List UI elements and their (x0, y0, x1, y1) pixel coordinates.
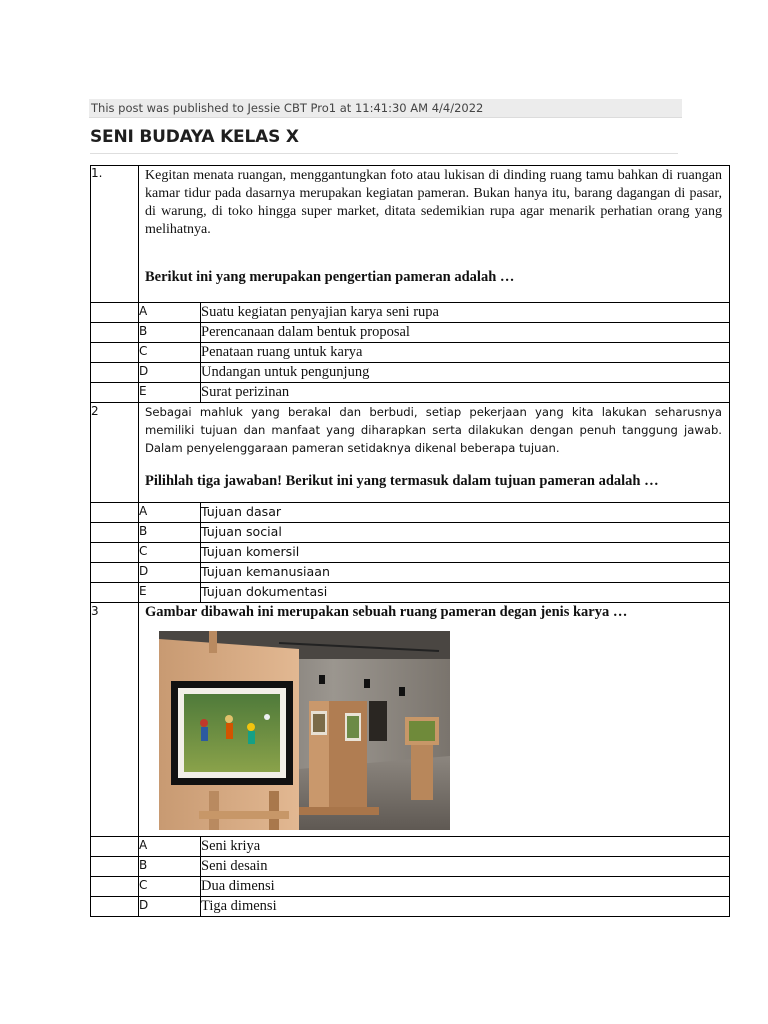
question-number: 3 (91, 603, 139, 837)
option-text[interactable]: Seni desain (201, 857, 730, 877)
question-paragraph: Sebagai mahluk yang berakal dan berbudi, setiap pekerjaan yang kita lakukan seharusnya memiliki tujuan dan manfaat yang diharapkan serta dilakukan dengan penuh tanggung jawab. Dalam penyelenggaraan pameran setidaknya dikenal beberapa tujuan. (145, 405, 722, 455)
question-row (91, 403, 730, 503)
option-row[interactable] (91, 343, 730, 363)
option-spacer (91, 897, 139, 917)
option-row[interactable] (91, 897, 730, 917)
option-row[interactable] (91, 837, 730, 857)
option-spacer (91, 543, 139, 563)
option-text[interactable]: Tujuan dasar (201, 503, 730, 523)
option-spacer (91, 503, 139, 523)
option-text[interactable]: Undangan untuk pengunjung (201, 363, 730, 383)
option-row[interactable] (91, 857, 730, 877)
page-title: SENI BUDAYA KELAS X (90, 127, 678, 154)
exhibition-room-photo (159, 631, 450, 830)
option-letter: C (139, 543, 201, 563)
option-letter: D (139, 363, 201, 383)
option-spacer (91, 877, 139, 897)
option-spacer (91, 583, 139, 603)
option-spacer (91, 383, 139, 403)
option-letter: D (139, 897, 201, 917)
option-text[interactable]: Tujuan komersil (201, 543, 730, 563)
option-text[interactable]: Dua dimensi (201, 877, 730, 897)
option-row[interactable] (91, 563, 730, 583)
question-table (90, 165, 730, 917)
option-row[interactable] (91, 303, 730, 323)
option-spacer (91, 343, 139, 363)
option-row[interactable] (91, 383, 730, 403)
option-row[interactable] (91, 523, 730, 543)
question-paragraph: Kegitan menata ruangan, menggantungkan foto atau lukisan di dinding ruang tamu bahkan di ruangan kamar tidur pada dasarnya merupakan kegiatan pameran. Bukan hanya itu, barang dagangan di pasar, di warung, di toko hingga super market, ditata sedemikian rupa agar menarik perhatian orang yang melihatnya. (145, 168, 722, 237)
option-text[interactable]: Tujuan dokumentasi (201, 583, 730, 603)
question-body (139, 166, 730, 303)
option-letter: C (139, 877, 201, 897)
option-text[interactable]: Tujuan social (201, 523, 730, 543)
option-letter: C (139, 343, 201, 363)
question-number: 1. (91, 166, 139, 303)
option-spacer (91, 323, 139, 343)
option-row[interactable] (91, 877, 730, 897)
question-row (91, 166, 730, 303)
option-letter: B (139, 323, 201, 343)
option-spacer (91, 363, 139, 383)
question-body (139, 403, 730, 503)
exhibition-room-illustration (159, 631, 450, 830)
option-spacer (91, 523, 139, 543)
option-spacer (91, 563, 139, 583)
question-body (139, 603, 730, 837)
option-letter: E (139, 583, 201, 603)
option-text[interactable]: Suatu kegiatan penyajian karya seni rupa (201, 303, 730, 323)
option-row[interactable] (91, 543, 730, 563)
option-text[interactable]: Penataan ruang untuk karya (201, 343, 730, 363)
option-text[interactable]: Tujuan kemanusiaan (201, 563, 730, 583)
option-row[interactable] (91, 583, 730, 603)
option-letter: A (139, 303, 201, 323)
option-spacer (91, 303, 139, 323)
option-letter: D (139, 563, 201, 583)
option-text[interactable]: Tiga dimensi (201, 897, 730, 917)
option-spacer (91, 857, 139, 877)
question-prompt: Gambar dibawah ini merupakan sebuah ruang pameran degan jenis karya … (145, 604, 628, 620)
option-letter: E (139, 383, 201, 403)
option-row[interactable] (91, 323, 730, 343)
option-text[interactable]: Perencanaan dalam bentuk proposal (201, 323, 730, 343)
option-text[interactable]: Surat perizinan (201, 383, 730, 403)
question-number: 2 (91, 403, 139, 503)
option-row[interactable] (91, 363, 730, 383)
option-spacer (91, 837, 139, 857)
option-letter: A (139, 837, 201, 857)
question-row (91, 603, 730, 837)
option-letter: B (139, 523, 201, 543)
publish-banner: This post was published to Jessie CBT Pro1 at 11:41:30 AM 4/4/2022 (89, 99, 682, 118)
option-letter: B (139, 857, 201, 877)
question-prompt: Berikut ini yang merupakan pengertian pameran adalah … (145, 269, 515, 285)
option-text[interactable]: Seni kriya (201, 837, 730, 857)
question-prompt: Pilihlah tiga jawaban! Berikut ini yang termasuk dalam tujuan pameran adalah … (145, 473, 659, 489)
option-letter: A (139, 503, 201, 523)
option-row[interactable] (91, 503, 730, 523)
